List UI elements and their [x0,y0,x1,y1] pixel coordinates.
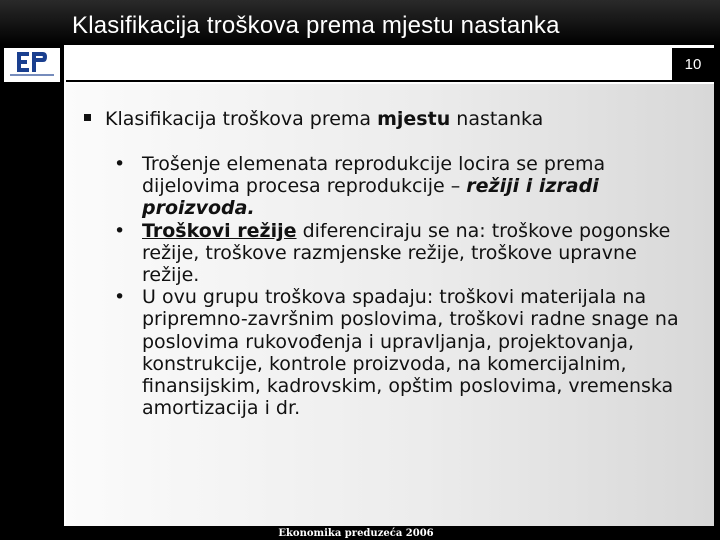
slide-title: Klasifikacija troškova prema mjestu nastanka [72,12,560,39]
left-frame [0,45,64,540]
bullet-dot-icon: • [114,219,126,242]
page-number: 10 [672,48,714,80]
list-item [112,220,682,287]
list-item [112,153,682,220]
item-emphasis: režiji i izradi proizvoda. [142,175,599,220]
bullet-dot-icon: • [114,286,126,309]
main-bullet-text-before: Klasifikacija troškova prema [105,108,378,130]
main-bullet [84,108,543,130]
main-bullet-bold: mjestu [377,108,451,130]
right-frame [714,45,720,540]
sub-bullet-list [112,153,682,419]
item-emphasis: Troškovi režije [142,219,297,242]
slide-header-bar [66,48,714,82]
bullet-dot-icon: • [114,153,126,175]
item-text: diferenciraju se na: troškove pogonske režije, troškove razmjenske režije, troškove upravne režije. [142,219,671,287]
ep-logo-icon [16,51,48,73]
square-bullet-icon [84,114,91,121]
item-text: U ovu grupu troškova spadaju: troškovi materijala na pripremno-završnim poslovima, troškovi radne snage na poslovima rukovođenja i upravljanja, projektovanja, konstrukcije, kontrole proizvoda, na komercijalnim, finansijskim, kadrovskim, opštim poslovima, vremenska amortizacija i dr. [142,286,679,420]
logo [4,48,60,82]
footer-text: Ekonomika preduzeća 2006 [278,528,434,539]
main-bullet-text-after: nastanka [450,108,544,130]
item-text: Trošenje elemenata reprodukcije locira se prema dijelovima procesa reprodukcije – [142,153,606,198]
logo-tagline-mark [10,73,54,77]
list-item [112,286,682,419]
footer [0,528,720,539]
